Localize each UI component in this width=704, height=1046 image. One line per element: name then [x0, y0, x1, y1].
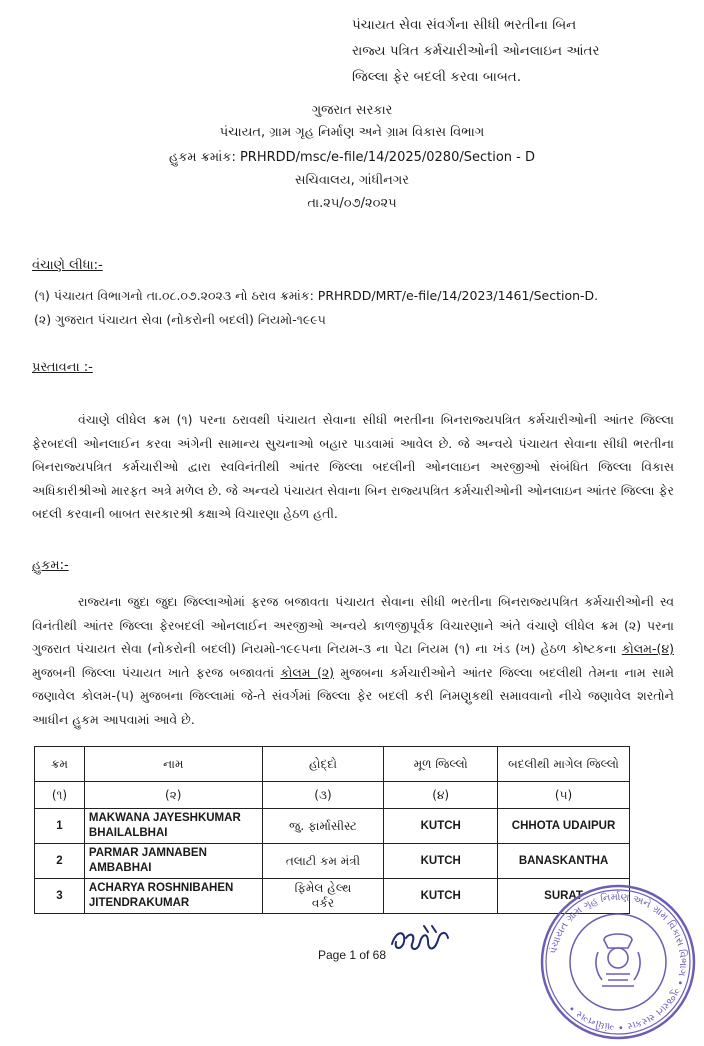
- header-post: હોદ્દો: [262, 747, 384, 782]
- signature-initials-icon: [388, 922, 458, 958]
- order-text-b: મુજબની જિલ્લા પંચાયત ખાતે ફરજ બજાવતાં: [32, 664, 281, 680]
- row-post: [262, 879, 384, 914]
- subject-line-3: જિલ્લા ફેર બદલી કરવા બાબત.: [352, 69, 522, 85]
- govt-name: ગુજરાત સરકાર: [311, 103, 393, 118]
- preamble-text: વંચાણે લીધેલ ક્રમ (૧) પરના ઠરાવથી પંચાયત સેવાના સીધી ભરતીના બિનરાજ્યપત્રિત કર્મચારીઓની આંતર જિલ્લા ફેરબદલી ઓનલાઈન કરવા અંગેની સામાન્ય સુચનાઓ બહાર પાડવામાં આવેલ છે. જે અન્વયે પંચાયત સેવાના સીધી ભરતીના બિનરાજ્યપત્રિત કર્મચારીઓ દ્વારા સ્વવિનંતીથી આંતર જિલ્લા બદલીની ઓનલાઇન અરજીઓ સંબંધિત જિલ્લા વિકાસ અધિકારીશ્રીઓ મારફત અત્રે મળેલ છે. જે અન્વયે પંચાયત સેવાના બિન રાજ્યપત્રિત કર્મચારીઓની ઓનલાઇન આંતર જિલ્લા ફેર બદલી કરવાની બાબત સરકારશ્રી કક્ષાએ વિચારણા હેઠળ હતી.: [32, 412, 674, 521]
- subject-line-2: રાજ્ય પત્રિત કર્મચારીઓની ઓનલાઇન આંતર: [352, 43, 600, 59]
- subject-block: [352, 12, 692, 90]
- column-number: (૧): [35, 782, 85, 809]
- row-post-line-1: ફિમેલ હેલ્થ: [294, 881, 352, 895]
- order-col2-ref: કોલમ (૨): [280, 664, 335, 680]
- header-serial: ક્રમ: [35, 747, 85, 782]
- row-original-district: KUTCH: [384, 809, 498, 844]
- header-name: નામ: [84, 747, 262, 782]
- table-row: [35, 844, 630, 879]
- column-number: (૫): [498, 782, 630, 809]
- order-label: હુકમ:-: [32, 558, 69, 573]
- row-requested-district: CHHOTA UDAIPUR: [498, 809, 630, 844]
- order-col4-ref: કોલમ-(૪): [621, 641, 674, 656]
- row-name-line-2: JITENDRAKUMAR: [88, 897, 190, 909]
- order-text-c: મુજબના કર્મચારીઓને આંતર જિલ્લા બદલીથી તેમના નામ સામે જણાવેલ: [32, 664, 674, 703]
- table-header-row: [35, 747, 630, 782]
- order-date: તા.૨૫/૦૭/૨૦૨૫: [307, 196, 397, 211]
- order-place: સચિવાલય, ગાંધીનગર: [295, 173, 409, 188]
- row-name-line-2: AMBABHAI: [88, 862, 152, 874]
- row-post: [262, 809, 384, 844]
- preamble-label: પ્રસ્તાવના :-: [32, 360, 93, 375]
- department-name: પંચાયત, ગ્રામ ગૃહ નિર્માણ અને ગ્રામ વિકાસ વિભાગ: [219, 125, 485, 140]
- references-label: વંચાણે લીધા:-: [32, 258, 103, 273]
- header-requested-district: બદલીથી માગેલ જિલ્લો: [498, 747, 630, 782]
- page-number: Page 1 of 68: [317, 948, 387, 962]
- order-col5-ref: કોલમ-(૫): [81, 688, 134, 703]
- row-name-line-2: BHAILALBHAI: [88, 827, 168, 839]
- order-paragraph: [32, 590, 674, 731]
- row-post-line-2: વર્કર: [311, 896, 335, 910]
- row-original-district: KUTCH: [384, 844, 498, 879]
- table-row: [35, 809, 630, 844]
- row-post-line-1: જુ. ફાર્માસીસ્ટ: [288, 818, 357, 833]
- row-requested-district: BANASKANTHA: [498, 844, 630, 879]
- row-name-line-1: PARMAR JAMNABEN: [88, 847, 207, 859]
- table-column-number-row: [35, 782, 630, 809]
- reference-item-1: (૧) પંચાયત વિભાગનો તા.૦૮.૦૭.૨૦૨૩ નો ઠરાવ ક્રમાંક: PRHRDD/MRT/e-file/14/2023/1461/Section-D.: [34, 288, 599, 303]
- column-number: (૪): [384, 782, 498, 809]
- row-requested-district: SURAT: [498, 879, 630, 914]
- row-serial: 1: [35, 809, 85, 844]
- order-number: હુકમ ક્રમાંક: PRHRDD/msc/e-file/14/2025/0280/Section - D: [169, 150, 535, 165]
- references-list: [34, 284, 694, 332]
- row-name: [84, 809, 262, 844]
- order-text-d: મુજબના જિલ્લામાં જે-તે સંવર્ગમાં જિલ્લા ફેર બદલી કરી નિમણુકથી સમાવવાનો નીચે જણાવેલ શરતોને આધીન હુકમ આપવામાં આવે છે.: [32, 688, 674, 727]
- reference-item-2: (૨) ગુજરાત પંચાયત સેવા (નોકરોની બદલી) નિયમો-૧૯૯૫: [34, 312, 326, 327]
- row-serial: 3: [35, 879, 85, 914]
- row-post: [262, 844, 384, 879]
- subject-line-1: પંચાયત સેવા સંવર્ગના સીધી ભરતીના બિન: [352, 17, 577, 33]
- svg-text:પંચાયત ગ્રામ ગૃહ નિર્માણ અને ગ: પંચાયત ગ્રામ ગૃહ નિર્માણ અને ગ્રામ વિકાસ વિભાગ • ગુજરાત સરકાર • ગાંધીનગર •: [548, 891, 689, 1033]
- row-original-district: KUTCH: [384, 879, 498, 914]
- column-number: (૨): [84, 782, 262, 809]
- row-name: [84, 844, 262, 879]
- row-name-line-1: ACHARYA ROSHNIBAHEN: [88, 882, 234, 894]
- row-name-line-1: MAKWANA JAYESHKUMAR: [88, 812, 241, 824]
- official-seal-icon: [538, 882, 698, 1042]
- header-original-district: મૂળ જિલ્લો: [384, 747, 498, 782]
- order-text-a: રાજ્યના જુદા જુદા જિલ્લાઓમાં ફરજ બજાવતા પંચાયત સેવાના સીધી ભરતીના બિનરાજ્યપત્રિત કર્મચારીઓની સ્વ વિનંતીથી આંતર જિલ્લા ફેરબદલી ઓનલાઈન અરજીઓ અન્વયે કાળજીપૂર્વક વિચારણાને અંતે વંચાણે લીધેલ ક્રમ (૨) પરના ગુજરાત પંચાયત સેવા (નોકરોની બદલી) નિયમો-૧૯૯૫ના નિયમ-૩ ના પેટા નિયમ (૧) ના ખંડ (ખ) હેઠળ કોષ્ટકના: [32, 594, 674, 656]
- column-number: (૩): [262, 782, 384, 809]
- preamble-paragraph: [32, 408, 674, 526]
- row-post-line-1: તલાટી કમ મંત્રી: [285, 853, 361, 868]
- row-serial: 2: [35, 844, 85, 879]
- row-name: [84, 879, 262, 914]
